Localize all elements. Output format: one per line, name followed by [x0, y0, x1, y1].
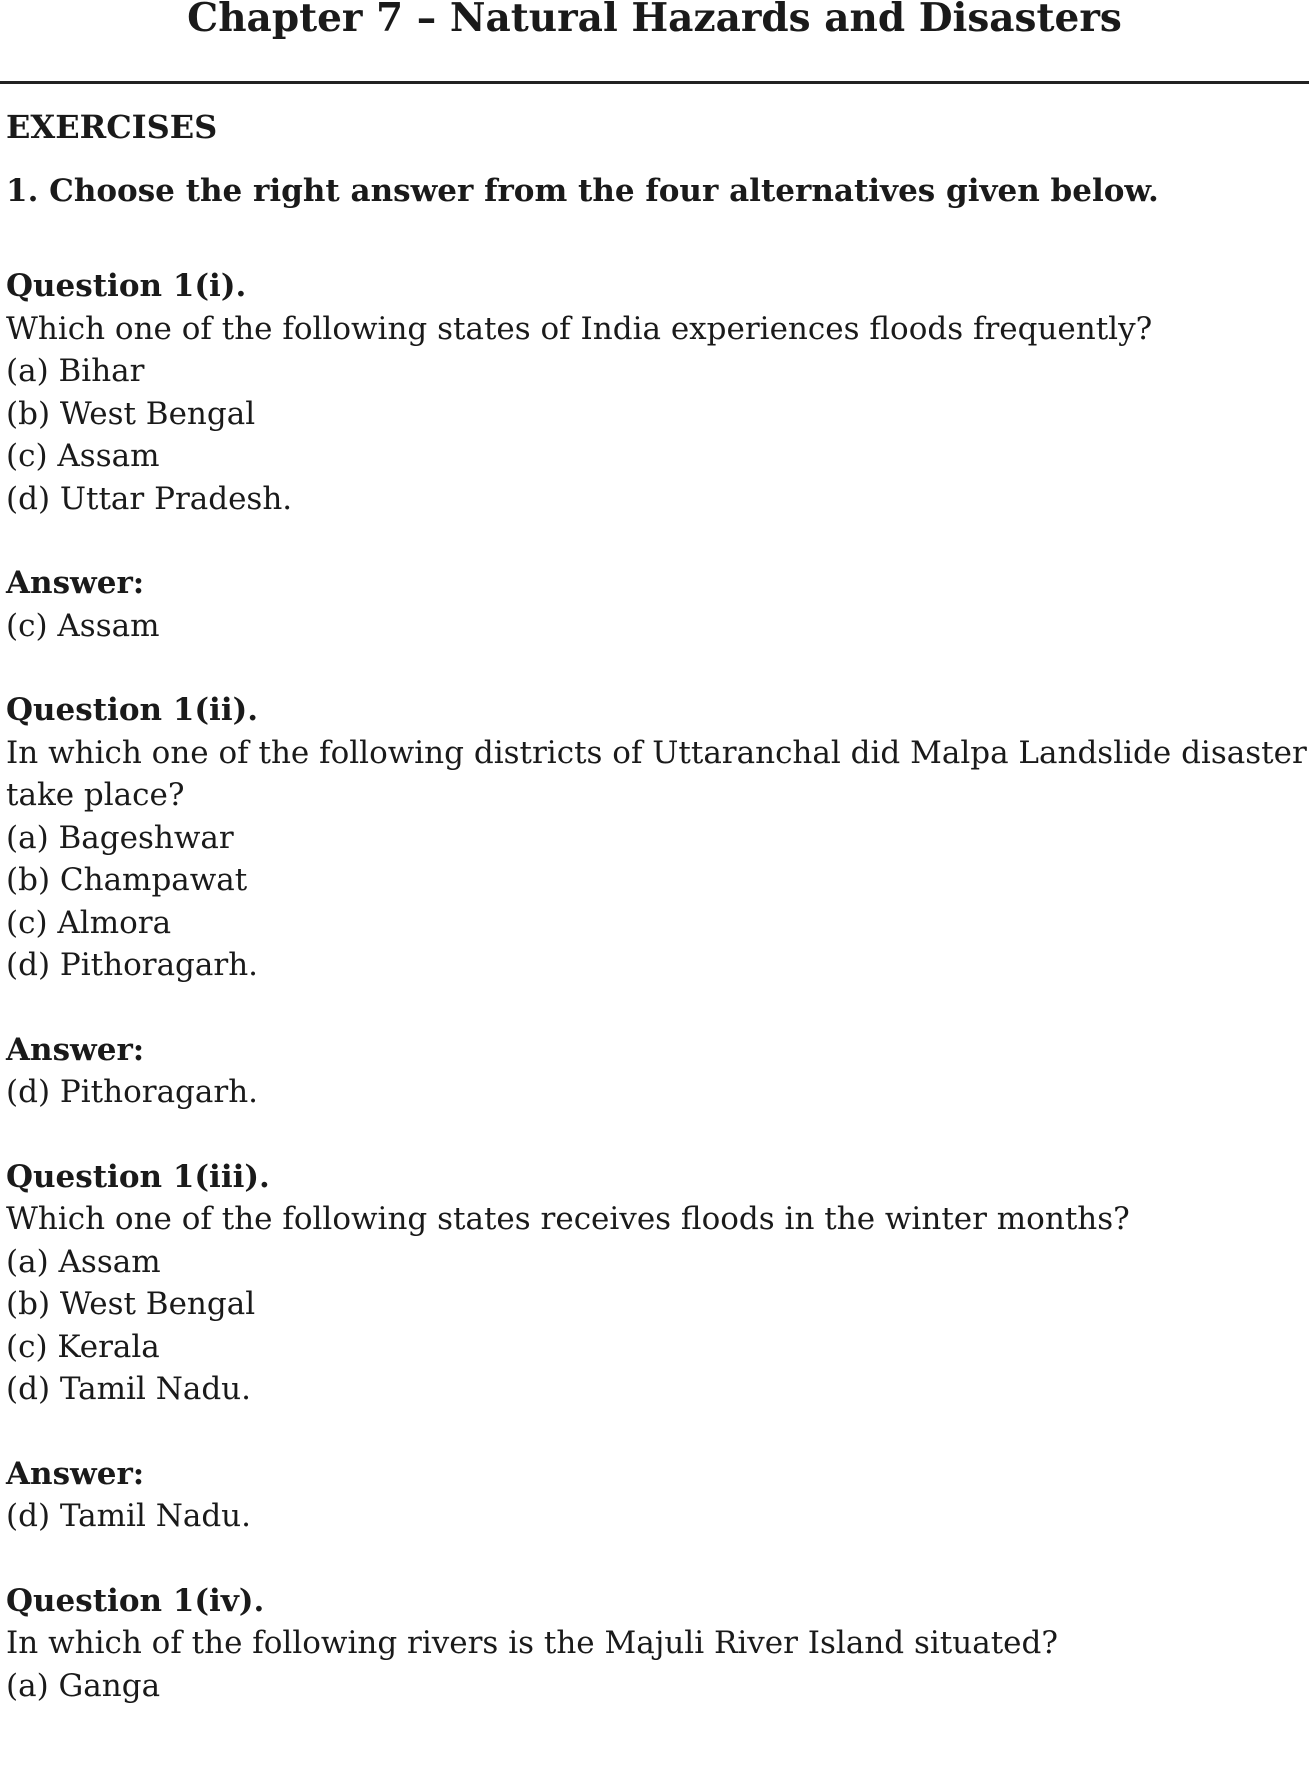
option: (c) Kerala [6, 1328, 160, 1365]
option: (c) Almora [6, 904, 172, 941]
title-divider [0, 81, 1309, 84]
spacer [6, 1114, 1296, 1156]
question-block-3 [6, 1156, 1296, 1538]
option: (a) Assam [6, 1243, 161, 1280]
exercise-content [6, 106, 1307, 1707]
answer-label: Answer: [6, 1031, 145, 1068]
question-block-1 [6, 265, 1296, 647]
question-label: Question 1(ii). [6, 692, 259, 728]
chapter-title: Chapter 7 – Natural Hazards and Disasters [187, 0, 1122, 41]
answer-label: Answer: [6, 1455, 145, 1492]
answer-text: (d) Pithoragarh. [6, 1074, 259, 1110]
option: (b) West Bengal [6, 395, 256, 432]
question-block-4 [6, 1580, 1296, 1708]
question-label: Question 1(i). [6, 268, 247, 304]
option: (a) Ganga [6, 1667, 161, 1704]
question-label: Question 1(iii). [6, 1158, 270, 1195]
answer-text: (d) Tamil Nadu. [6, 1498, 251, 1534]
section-heading: EXERCISES [6, 108, 218, 146]
option: (a) Bihar [6, 353, 145, 389]
option: (d) Pithoragarh. [6, 947, 259, 983]
spacer [6, 987, 1296, 1029]
question-text: take place? [6, 777, 185, 813]
spacer [6, 520, 1296, 562]
option: (b) Champawat [6, 862, 248, 898]
option: (b) West Bengal [6, 1286, 256, 1322]
spacer [6, 647, 1296, 689]
spacer [6, 212, 1296, 265]
instruction-text: 1. Choose the right answer from the four alternatives given below. [6, 172, 1159, 209]
question-text: In which of the following rivers is the Majuli River Island situated? [6, 1625, 1058, 1661]
option: (d) Uttar Pradesh. [6, 480, 293, 517]
option: (c) Assam [6, 438, 160, 474]
spacer [6, 1411, 1296, 1453]
question-text: Which one of the following states receives floods in the winter months? [6, 1201, 1130, 1237]
question-label: Question 1(iv). [6, 1582, 265, 1619]
question-block-2 [6, 689, 1307, 1114]
spacer [6, 1538, 1296, 1580]
question-text: Which one of the following states of India experiences floods frequently? [6, 310, 1153, 347]
option: (d) Tamil Nadu. [6, 1371, 251, 1407]
answer-text: (c) Assam [6, 607, 160, 644]
question-text: In which one of the following districts of Uttaranchal did Malpa Landslide disaster [6, 734, 1307, 771]
answer-label: Answer: [6, 565, 145, 601]
option: (a) Bageshwar [6, 819, 234, 856]
